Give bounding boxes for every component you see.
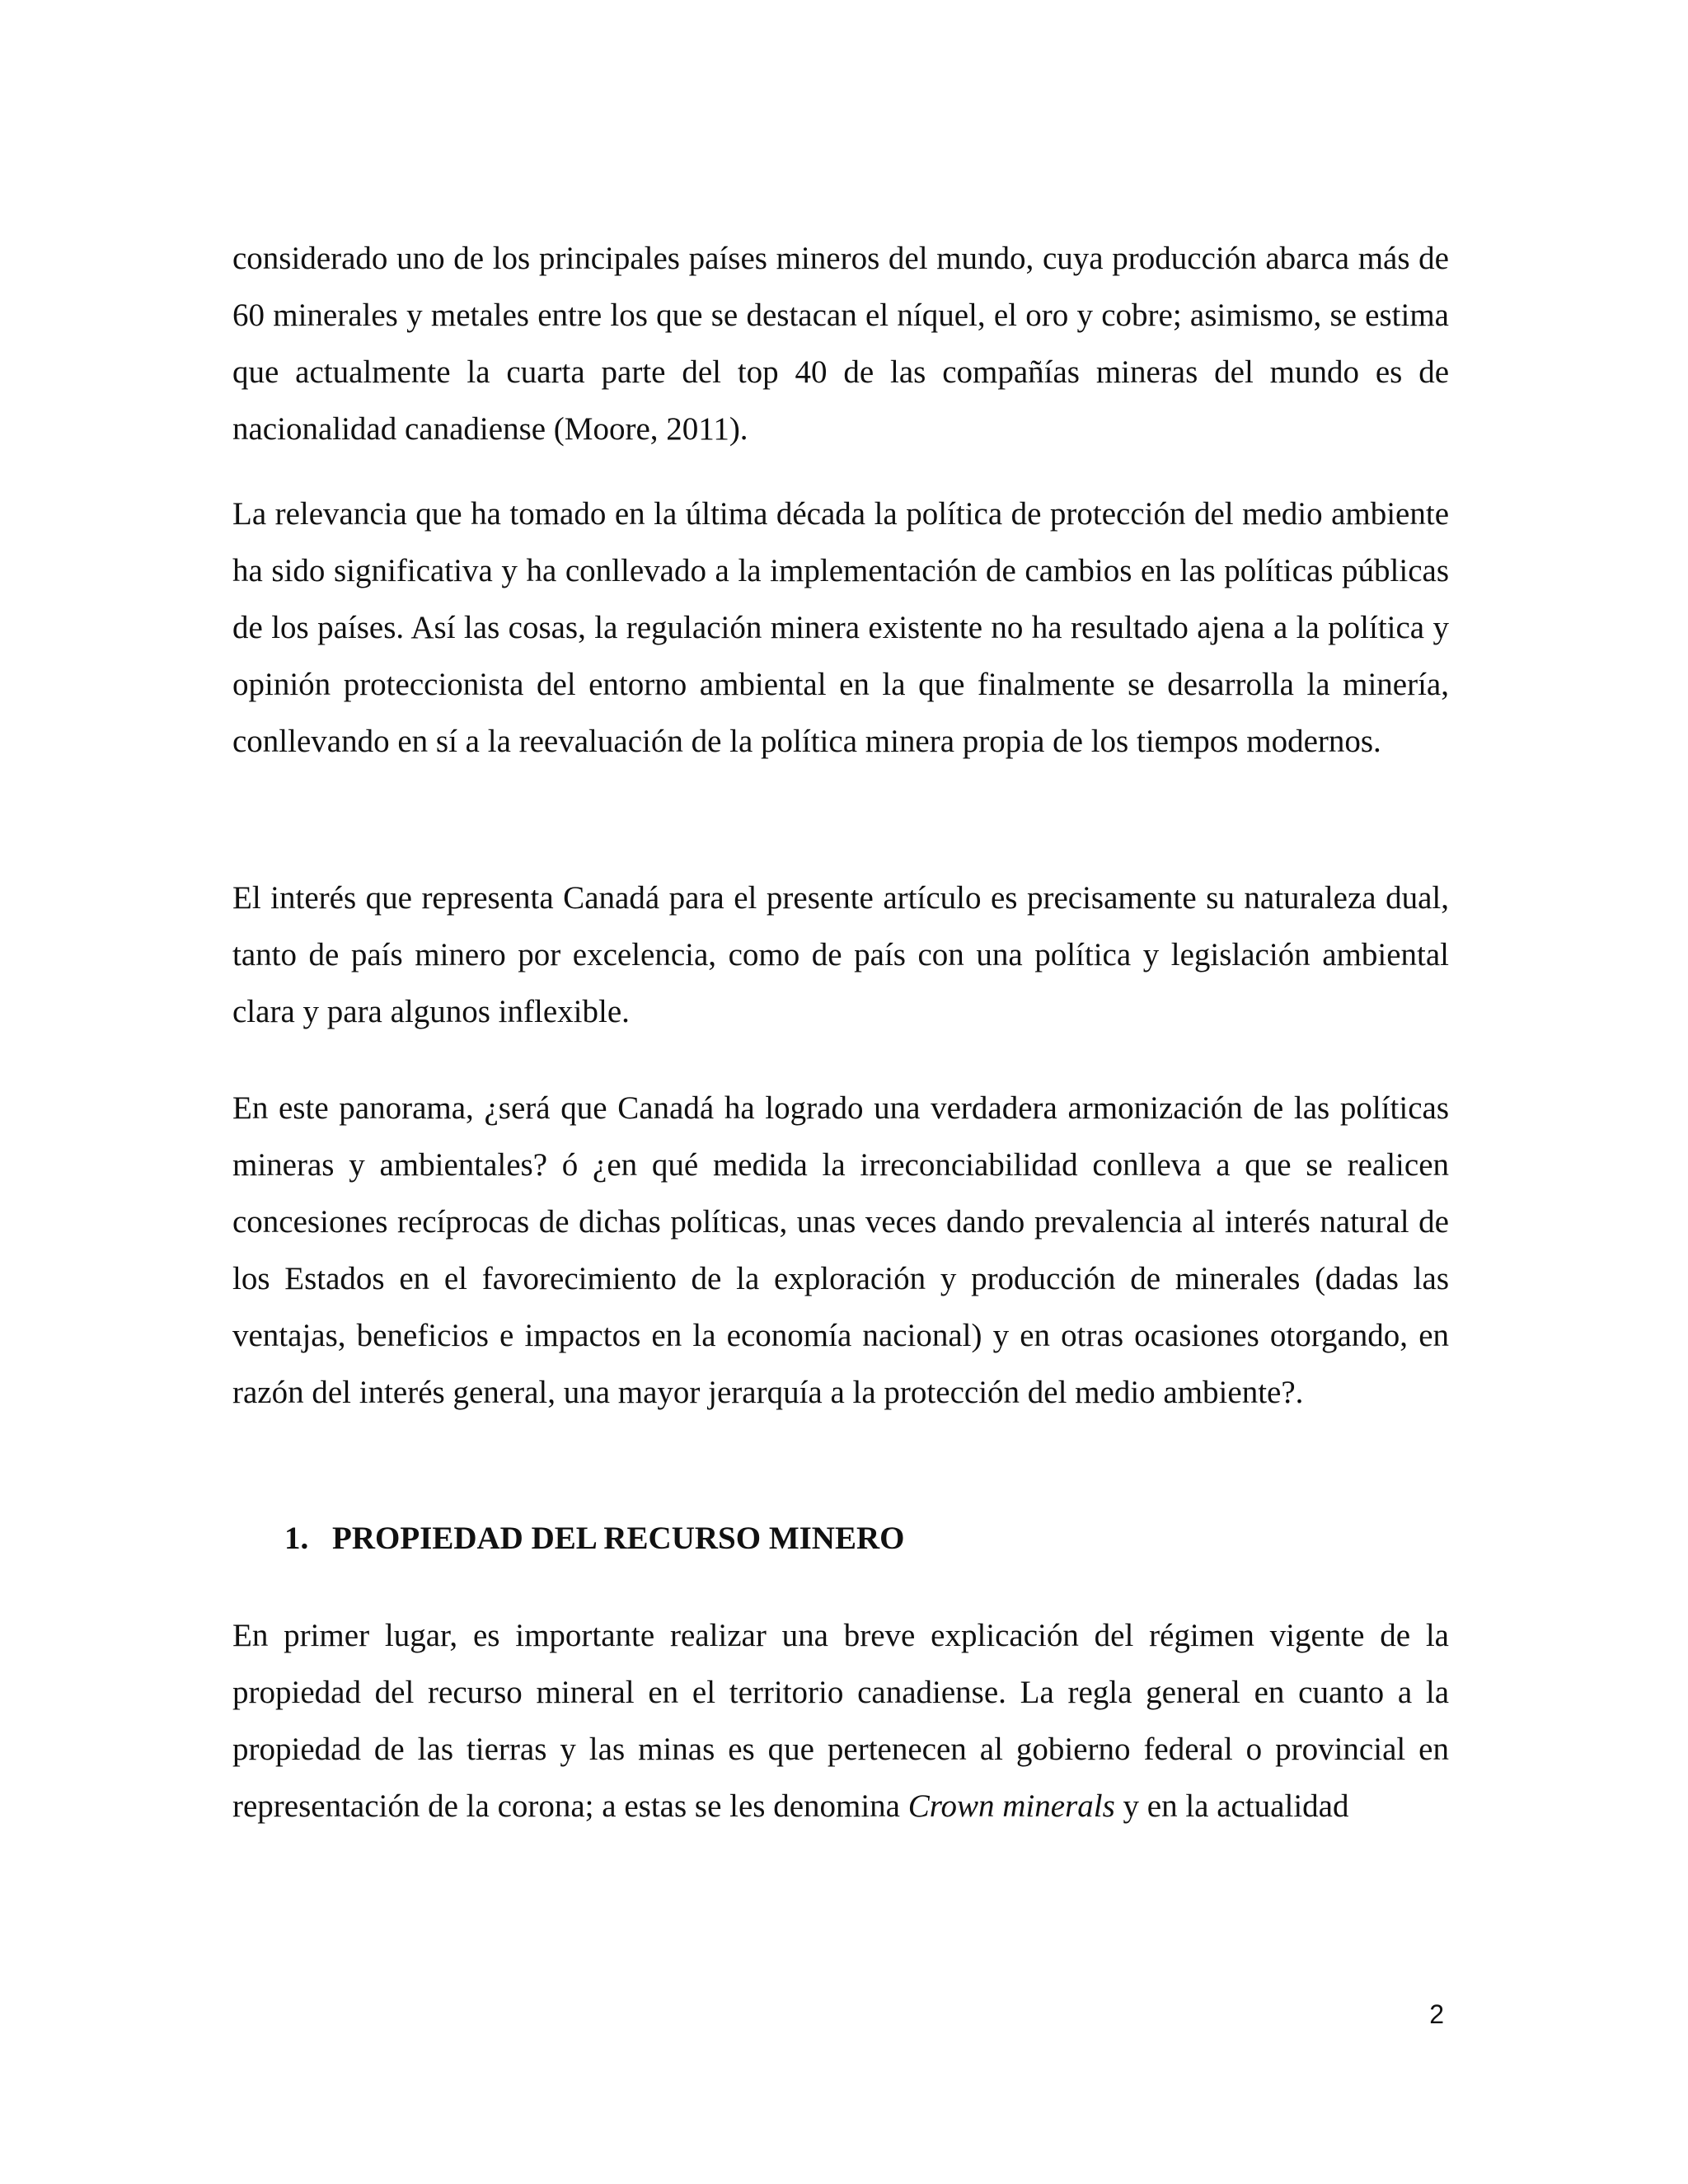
section-title: PROPIEDAD DEL RECURSO MINERO	[332, 1521, 905, 1556]
paragraph-5-italic-term: Crown minerals	[907, 1788, 1115, 1824]
paragraph-5	[232, 1607, 1449, 1835]
paragraph-5-text-end: y en la actualidad	[1114, 1788, 1349, 1824]
paragraph-4: En este panorama, ¿será que Canadá ha logrado una verdadera armonización de las políticas mineras y ambientales? ó ¿en qué medida la irreconciabilidad conlleva a que se realicen concesiones recíprocas de dichas políticas, unas veces dando prevalencia al interés natural de los Estados en el favorecimiento de la exploración y producción de minerales (dadas las ventajas, beneficios e impactos en la economía nacional) y en otras ocasiones otorgando, en razón del interés general, una mayor jerarquía a la protección del medio ambiente?.	[232, 1090, 1449, 1410]
section-heading	[284, 1510, 904, 1567]
page-number: 2	[1429, 1999, 1444, 2029]
paragraph-3: El interés que representa Canadá para el presente artículo es precisamente su naturaleza dual, tanto de país minero por excelencia, como de país con una política y legislación ambiental clara y para algunos inflexible.	[232, 880, 1449, 1029]
section-number: 1.	[284, 1521, 309, 1556]
paragraph-5-text-start: En primer lugar, es importante realizar una breve explicación del régimen vigente de la propiedad del recurso mineral en el territorio canadiense. La regla general en cuanto a la propiedad de las tierras y las minas es que pertenecen al gobierno federal o provincial en representación de la corona; a estas se les denomina	[232, 1618, 1449, 1824]
paragraph-1: considerado uno de los principales países mineros del mundo, cuya producción abarca más de 60 minerales y metales entre los que se destacan el níquel, el oro y cobre; asimismo, se estima que actualmente la cuarta parte del top 40 de las compañías mineras del mundo es de nacionalidad canadiense (Moore, 2011).	[232, 241, 1449, 447]
paragraph-2: La relevancia que ha tomado en la última década la política de protección del medio ambiente ha sido significativa y ha conllevado a la implementación de cambios en las políticas públicas de los países. Así las cosas, la regulación minera existente no ha resultado ajena a la política y opinión proteccionista del entorno ambiental en la que finalmente se desarrolla la minería, conllevando en sí a la reevaluación de la política minera propia de los tiempos modernos.	[232, 496, 1449, 759]
